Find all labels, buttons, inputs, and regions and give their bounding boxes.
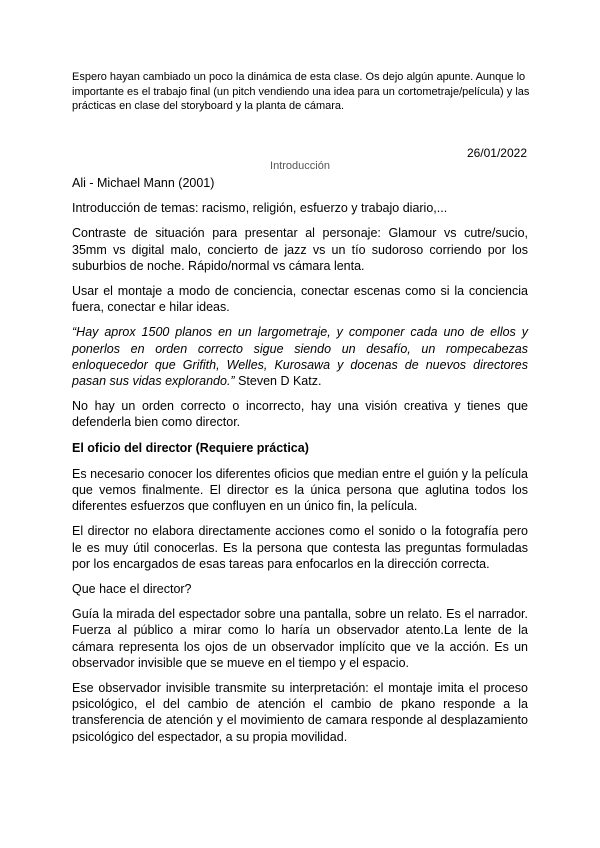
paragraph-contrast: Contraste de situación para presentar al personaje: Glamour vs cutre/sucio, 35mm vs digital malo, concierto de jazz vs un tío sudoroso corriendo por los suburbios de noche. Rápido/normal vs cámara lenta. — [72, 226, 528, 273]
film-title: Ali - Michael Mann (2001) — [72, 176, 215, 190]
quote-text: “Hay aprox 1500 planos en un largometraje, y componer cada uno de ellos y ponerlos en orden correcto sigue siendo un desafío, un rompecabezas enloquecedor que Grifith, Welles, Kurosawa y docenas de nuevos directores pasan sus vidas explorando.” — [72, 325, 528, 389]
document-date: 26/01/2022 — [466, 146, 527, 160]
paragraph-montage: Usar el montaje a modo de conciencia, conectar escenas como si la conciencia fuera, conectar e hilar ideas. — [72, 284, 528, 315]
paragraph-observer: Ese observador invisible transmite su interpretación: el montaje imita el proceso psicológico, el del cambio de atención el cambio de pkano responde a la transferencia de atención y el movimiento de camara responde al desplazamiento psicológico del espectador, a su propia movilidad. — [72, 681, 528, 744]
paragraph-question: Que hace el director? — [72, 582, 192, 597]
paragraph-director-role: El director no elabora directamente acciones como el sonido o la fotografía pero le es muy útil conocerlas. Es la persona que contesta las preguntas formuladas por los encargados de esas tareas para enfocarlos en la dirección correcta. — [72, 524, 528, 571]
paragraph-trades: Es necesario conocer los diferentes oficios que median entre el guión y la película que vemos finalmente. El director es la única persona que aglutina todos los diferentes esfuerzos que confluyen en un único fin, la película. — [72, 466, 528, 514]
quote-block — [72, 324, 528, 389]
intro-note: Espero hayan cambiado un poco la dinámica de esta clase. Os dejo algún apunte. Aunque lo importante es el trabajo final (un pitch vendiendo una idea para un cortometraje/película) y las prácticas en clase del storyboard y la planta de cámara. — [72, 71, 530, 112]
section-heading: El oficio del director (Requiere práctica) — [72, 440, 309, 455]
section-label: Introducción — [270, 160, 330, 172]
paragraph-themes: Introducción de temas: racismo, religión, esfuerzo y trabajo diario,... — [72, 201, 448, 216]
document-body — [72, 175, 528, 754]
paragraph-gaze: Guía la mirada del espectador sobre una pantalla, sobre un relato. Es el narrador. Fuerza al público a mirar como lo haría un observador atento.La lente de la cámara representa los ojos de un observador implícito que ve la acción. Es un observador invisible que se mueve en el tiempo y el espacio. — [72, 607, 528, 670]
paragraph-order: No hay un orden correcto o incorrecto, hay una visión creativa y tienes que defenderla bien como director. — [72, 399, 528, 430]
quote-author: Steven D Katz. — [234, 374, 322, 389]
